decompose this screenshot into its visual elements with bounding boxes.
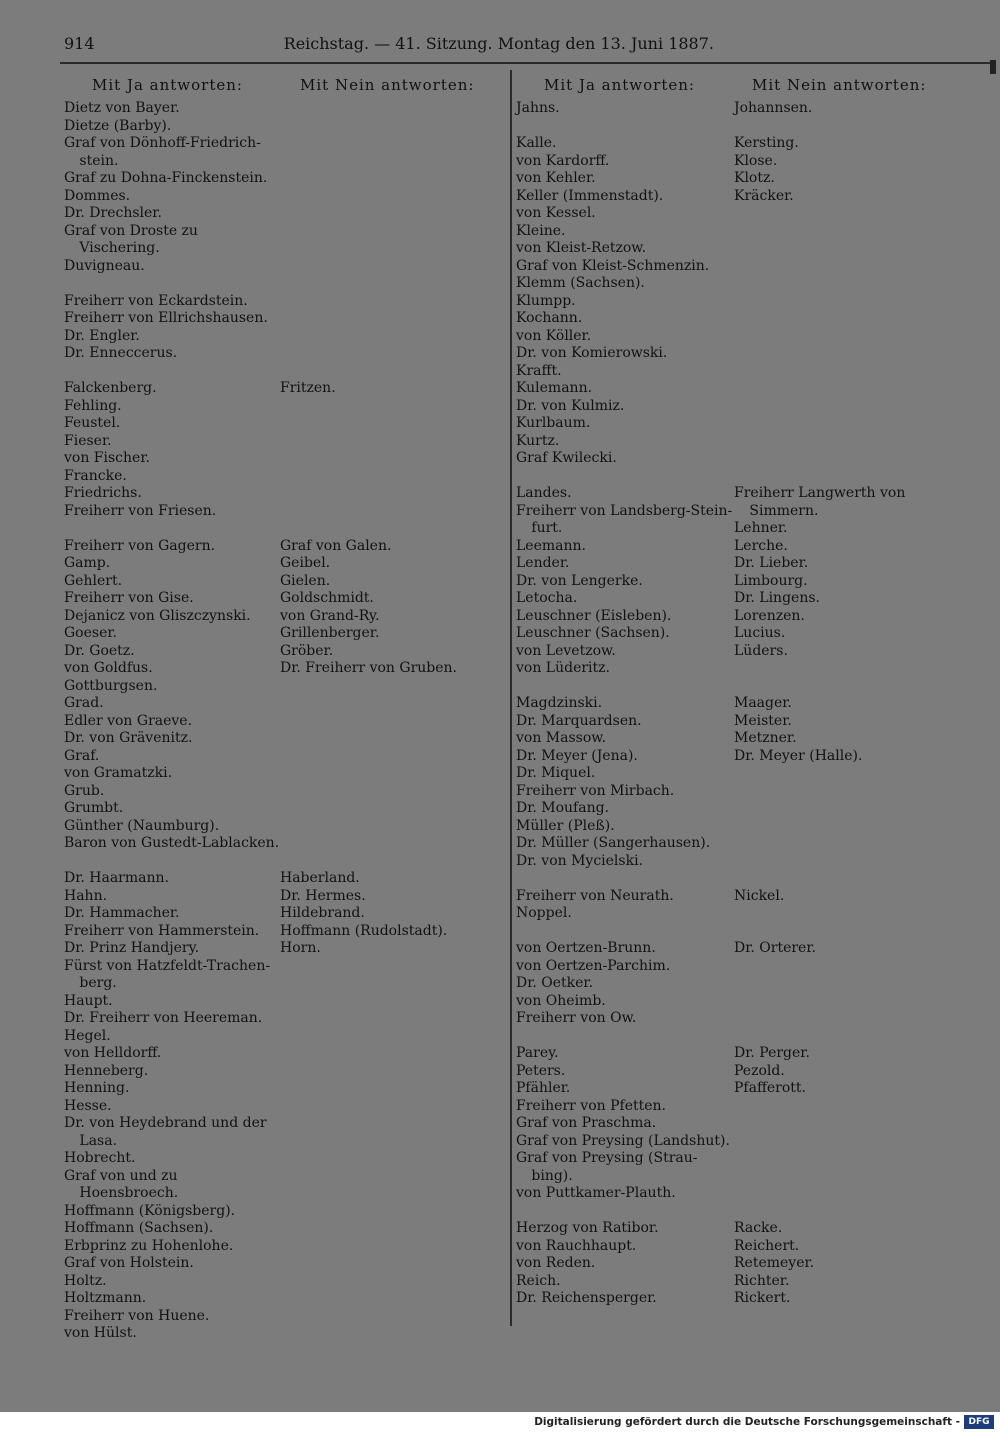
- ja-vote-entry: von Rauchhaupt.: [516, 1237, 637, 1254]
- nein-column: [280, 870, 502, 1343]
- letter-group: [516, 695, 964, 870]
- letter-group: [64, 870, 504, 1343]
- ja-vote-entry: Dejanicz von Gliszczynski.: [64, 607, 251, 624]
- letter-group: [64, 100, 504, 275]
- edge-mark: [990, 60, 996, 74]
- nein-column: [734, 135, 956, 468]
- ja-vote-entry: Hobrecht.: [64, 1150, 136, 1166]
- ja-column: [64, 380, 280, 520]
- ja-vote-entry: Hegel.: [64, 1027, 111, 1044]
- letter-group: [516, 888, 964, 923]
- ja-vote-entry: Dr. Oetker.: [516, 975, 594, 991]
- ja-vote-entry: von Levetzow.: [516, 642, 616, 659]
- ja-column: [516, 1045, 734, 1203]
- ja-vote-entry: Grad.: [64, 695, 104, 711]
- ja-vote-entry: von Kessel.: [516, 205, 596, 221]
- nein-vote-entry: Kräcker.: [734, 187, 794, 204]
- ja-vote-entry: Graf Kwilecki.: [516, 450, 617, 466]
- ja-vote-entry: Peters.: [516, 1062, 566, 1079]
- ja-vote-entry: Reich.: [516, 1272, 561, 1289]
- nein-vote-entry: Nickel.: [734, 887, 785, 904]
- ja-vote-entry: Gamp.: [64, 555, 111, 571]
- ja-vote-entry: Magdzinski.: [516, 695, 603, 711]
- letter-group: [64, 293, 504, 363]
- nein-vote-entry: Fritzen.: [280, 380, 336, 396]
- nein-column: [734, 100, 956, 118]
- ja-vote-entry: Hoffmann (Sachsen).: [64, 1220, 214, 1236]
- nein-column: [280, 538, 502, 853]
- nein-vote-entry: Dr. Freiherr von Gruben.: [280, 660, 457, 676]
- nein-vote-entry: Racke.: [734, 1220, 783, 1236]
- ja-column: [64, 870, 280, 1343]
- nein-vote-entry: Hoffmann (Rudolstadt).: [280, 922, 448, 939]
- ja-vote-entry: Freiherr von Gagern.: [64, 537, 216, 554]
- ja-vote-entry: Graf von Preysing (Landshut).: [516, 1132, 730, 1149]
- ja-vote-entry: Kulemann.: [516, 380, 593, 396]
- ja-vote-entry: Dr. von Lengerke.: [516, 572, 643, 589]
- nein-column: [734, 695, 956, 870]
- ja-vote-entry: Hesse.: [64, 1097, 112, 1114]
- ja-vote-entry: Leuschner (Sachsen).: [516, 625, 670, 641]
- nein-column: [734, 485, 956, 678]
- dfg-logo-icon: DFG: [964, 1415, 994, 1429]
- ja-vote-entry: Dr. von Mycielski.: [516, 852, 644, 869]
- nein-vote-entry: Klose.: [734, 152, 778, 169]
- ja-vote-entry: Gehlert.: [64, 572, 123, 589]
- ja-vote-entry: Grub.: [64, 782, 105, 799]
- ja-vote-entry: Landes.: [516, 485, 572, 501]
- ja-column: [516, 888, 734, 923]
- ja-vote-entry: Gottburgsen.: [64, 677, 158, 694]
- nein-vote-entry: Meister.: [734, 712, 792, 729]
- ja-vote-entry: Graf zu Dohna-Finckenstein.: [64, 170, 268, 186]
- ja-column: [516, 485, 734, 678]
- ja-vote-entry: Freiherr von Friesen.: [64, 502, 217, 519]
- ja-vote-entry: Haupt.: [64, 992, 113, 1009]
- ja-vote-entry: Dr. Engler.: [64, 327, 140, 344]
- ja-vote-entry: Dr. Drechsler.: [64, 205, 162, 221]
- letter-group: [516, 940, 964, 1028]
- ja-vote-entry: Graf von Kleist-Schmenzin.: [516, 257, 710, 274]
- nein-vote-entry: Lucius.: [734, 625, 786, 641]
- ja-vote-entry: Pfähler.: [516, 1080, 571, 1096]
- ja-vote-entry: Letocha.: [516, 590, 578, 606]
- ja-vote-entry: von Hülst.: [64, 1325, 137, 1341]
- ja-vote-entry: von Oheimb.: [516, 992, 606, 1009]
- ja-vote-entry: Fürst von Hatzfeldt-Trachen-berg.: [64, 957, 271, 991]
- ja-vote-entry: Leuschner (Eisleben).: [516, 607, 672, 624]
- nein-vote-entry: Klotz.: [734, 170, 775, 186]
- digitization-footer: [0, 1412, 1000, 1432]
- ja-column: [64, 538, 280, 853]
- letter-group: [64, 538, 504, 853]
- ja-vote-entry: Dommes.: [64, 187, 131, 204]
- nein-vote-entry: Maager.: [734, 695, 792, 711]
- ja-vote-entry: Günther (Naumburg).: [64, 817, 220, 834]
- ja-vote-entry: Graf von Droste zu Vischering.: [64, 222, 198, 256]
- ja-vote-entry: von Oertzen-Brunn.: [516, 940, 656, 956]
- ja-vote-entry: Holtz.: [64, 1272, 107, 1289]
- heading-ja: Mit Ja antworten:: [544, 76, 695, 94]
- ja-vote-entry: Kurlbaum.: [516, 415, 591, 431]
- nein-vote-entry: Geibel.: [280, 555, 331, 571]
- nein-vote-entry: Lüders.: [734, 642, 788, 659]
- ja-vote-entry: von Reden.: [516, 1255, 596, 1271]
- ja-vote-entry: von Kehler.: [516, 170, 596, 186]
- nein-column: [734, 1045, 956, 1203]
- ja-vote-entry: Duvigneau.: [64, 257, 145, 274]
- ja-vote-entry: von Kardorff.: [516, 152, 610, 169]
- header-rule: [60, 62, 992, 64]
- ja-vote-entry: Dietz von Bayer.: [64, 100, 180, 116]
- ja-vote-entry: Freiherr von Pfetten.: [516, 1097, 667, 1114]
- ja-vote-entry: Freiherr von Landsberg-Stein-furt.: [516, 502, 733, 536]
- ja-vote-entry: von Puttkamer-Plauth.: [516, 1185, 676, 1201]
- ja-vote-entry: Parey.: [516, 1045, 559, 1061]
- ja-vote-entry: Freiherr von Ellrichshausen.: [64, 310, 268, 326]
- ja-column: [516, 1220, 734, 1308]
- ja-vote-entry: Feustel.: [64, 415, 121, 431]
- heading-nein: Mit Nein antworten:: [300, 76, 475, 94]
- ja-vote-entry: Dr. Reichensperger.: [516, 1290, 657, 1306]
- nein-vote-entry: Freiherr Langwerth von Simmern.: [734, 485, 906, 519]
- ja-vote-entry: Hahn.: [64, 887, 108, 904]
- nein-vote-entry: Kersting.: [734, 135, 799, 151]
- nein-vote-entry: Grillenberger.: [280, 625, 380, 641]
- ja-vote-entry: Graf von Dönhoff-Friedrich-stein.: [64, 135, 261, 169]
- nein-column: [734, 888, 956, 923]
- letter-group: [516, 135, 964, 468]
- nein-vote-entry: Dr. Lingens.: [734, 590, 820, 606]
- page-number: 914: [64, 34, 95, 53]
- ja-vote-entry: Dr. Miquel.: [516, 765, 596, 781]
- ja-vote-entry: Dr. von Kulmiz.: [516, 397, 625, 414]
- ja-vote-entry: von Massow.: [516, 730, 607, 746]
- ja-vote-entry: Dr. Goetz.: [64, 642, 135, 659]
- nein-vote-entry: Pfafferott.: [734, 1080, 807, 1096]
- ja-vote-entry: Graf von Preysing (Strau-bing).: [516, 1150, 698, 1184]
- nein-vote-entry: Metzner.: [734, 730, 797, 746]
- nein-vote-entry: Rickert.: [734, 1290, 791, 1306]
- nein-column: [280, 100, 502, 275]
- nein-vote-entry: Limbourg.: [734, 572, 808, 589]
- ja-vote-entry: Graf.: [64, 747, 100, 764]
- ja-vote-entry: Dr. Moufang.: [516, 800, 610, 816]
- ja-column: [516, 135, 734, 468]
- ja-vote-entry: Dr. von Grävenitz.: [64, 730, 193, 746]
- ja-vote-entry: Jahns.: [516, 100, 560, 116]
- ja-vote-entry: Kalle.: [516, 135, 557, 151]
- ja-vote-entry: Henneberg.: [64, 1062, 149, 1079]
- ja-vote-entry: Grumbt.: [64, 800, 124, 816]
- nein-vote-entry: Dr. Perger.: [734, 1045, 810, 1061]
- ja-vote-entry: Dr. Meyer (Jena).: [516, 747, 638, 764]
- ja-vote-entry: Francke.: [64, 467, 127, 484]
- ja-vote-entry: von Köller.: [516, 327, 592, 344]
- nein-vote-entry: Dr. Orterer.: [734, 940, 816, 956]
- ja-column: [516, 695, 734, 870]
- letter-group: [516, 100, 964, 118]
- ja-vote-entry: Freiherr von Gise.: [64, 590, 194, 606]
- ja-vote-entry: Fieser.: [64, 432, 112, 449]
- ja-vote-entry: Herzog von Ratibor.: [516, 1220, 659, 1236]
- nein-column: [280, 293, 502, 363]
- left-half-columns: [64, 74, 504, 1360]
- nein-vote-entry: Johannsen.: [734, 100, 813, 116]
- ja-vote-entry: Kochann.: [516, 310, 583, 326]
- running-title: Reichstag. — 41. Sitzung. Montag den 13. Juni 1887.: [283, 34, 714, 53]
- nein-vote-entry: Lerche.: [734, 537, 788, 554]
- nein-vote-entry: Graf von Galen.: [280, 537, 392, 554]
- ja-vote-entry: von Goldfus.: [64, 660, 153, 676]
- ja-vote-entry: Lender.: [516, 555, 570, 571]
- ja-vote-entry: Dr. Müller (Sangerhausen).: [516, 835, 711, 851]
- nein-vote-entry: Lorenzen.: [734, 607, 805, 624]
- nein-vote-entry: Lehner.: [734, 520, 788, 536]
- nein-vote-entry: Retemeyer.: [734, 1255, 815, 1271]
- ja-vote-entry: von Lüderitz.: [516, 660, 610, 676]
- ja-vote-entry: Freiherr von Eckardstein.: [64, 292, 248, 309]
- ja-vote-entry: Dr. Marquardsen.: [516, 712, 642, 729]
- right-half-columns: [516, 74, 964, 1325]
- ja-vote-entry: Freiherr von Huene.: [64, 1307, 210, 1324]
- column-headings-right: [516, 74, 964, 100]
- ja-vote-entry: Freiherr von Hammerstein.: [64, 922, 260, 939]
- nein-vote-entry: Gielen.: [280, 572, 331, 589]
- nein-column: [280, 380, 502, 520]
- ja-vote-entry: Dr. Hammacher.: [64, 905, 180, 921]
- letter-group: [516, 485, 964, 678]
- ja-vote-entry: Müller (Pleß).: [516, 817, 615, 834]
- heading-nein: Mit Nein antworten:: [752, 76, 927, 94]
- nein-column: [734, 940, 956, 1028]
- ja-vote-entry: Friedrichs.: [64, 485, 142, 501]
- ja-vote-entry: Holtzmann.: [64, 1290, 147, 1306]
- ja-vote-entry: Dr. Prinz Handjery.: [64, 940, 200, 956]
- ja-vote-entry: Keller (Immenstadt).: [516, 187, 664, 204]
- nein-vote-entry: von Grand-Ry.: [280, 607, 380, 624]
- ja-vote-entry: Graf von Praschma.: [516, 1115, 657, 1131]
- footer-credit: Digitalisierung gefördert durch die Deutsche Forschungsgemeinschaft -: [534, 1416, 960, 1428]
- nein-vote-entry: Pezold.: [734, 1062, 785, 1079]
- nein-vote-entry: Reichert.: [734, 1237, 800, 1254]
- nein-vote-entry: Goldschmidt.: [280, 590, 374, 606]
- ja-vote-entry: Erbprinz zu Hohenlohe.: [64, 1237, 234, 1254]
- column-divider: [510, 70, 512, 1326]
- ja-vote-entry: Kurtz.: [516, 432, 560, 449]
- nein-vote-entry: Dr. Lieber.: [734, 555, 809, 571]
- ja-vote-entry: Freiherr von Neurath.: [516, 887, 674, 904]
- ja-vote-entry: Goeser.: [64, 625, 117, 641]
- ja-vote-entry: von Gramatzki.: [64, 765, 173, 781]
- ja-vote-entry: Noppel.: [516, 905, 572, 921]
- ja-vote-entry: Kleine.: [516, 222, 566, 239]
- ja-vote-entry: Dr. von Heydebrand und der Lasa.: [64, 1115, 267, 1149]
- nein-vote-entry: Richter.: [734, 1272, 790, 1289]
- letter-group: [64, 380, 504, 520]
- column-headings-left: [64, 74, 504, 100]
- ja-vote-entry: Dr. von Komierowski.: [516, 345, 668, 361]
- heading-ja: Mit Ja antworten:: [92, 76, 243, 94]
- ja-vote-entry: Klumpp.: [516, 292, 576, 309]
- ja-vote-entry: Hoffmann (Königsberg).: [64, 1202, 236, 1219]
- nein-vote-entry: Hildebrand.: [280, 905, 365, 921]
- ja-vote-entry: Dr. Haarmann.: [64, 870, 169, 886]
- ja-vote-entry: Dietze (Barby).: [64, 117, 172, 134]
- nein-vote-entry: Dr. Hermes.: [280, 887, 366, 904]
- ja-vote-entry: Leemann.: [516, 537, 586, 554]
- nein-vote-entry: Dr. Meyer (Halle).: [734, 747, 863, 764]
- letter-group: [516, 1045, 964, 1203]
- ja-vote-entry: von Fischer.: [64, 450, 150, 466]
- ja-vote-entry: Freiherr von Ow.: [516, 1010, 637, 1026]
- ja-vote-entry: Dr. Freiherr von Heereman.: [64, 1010, 263, 1026]
- letter-group: [516, 1220, 964, 1308]
- ja-column: [64, 100, 280, 275]
- ja-vote-entry: Freiherr von Mirbach.: [516, 782, 675, 799]
- ja-column: [516, 940, 734, 1028]
- ja-vote-entry: Dr. Enneccerus.: [64, 345, 178, 361]
- nein-vote-entry: Gröber.: [280, 642, 334, 659]
- page-header: [64, 32, 714, 56]
- ja-vote-entry: Henning.: [64, 1080, 130, 1096]
- ja-vote-entry: Edler von Graeve.: [64, 712, 193, 729]
- ja-vote-entry: von Oertzen-Parchim.: [516, 957, 671, 974]
- ja-vote-entry: Krafft.: [516, 362, 562, 379]
- ja-column: [516, 100, 734, 118]
- nein-column: [734, 1220, 956, 1308]
- ja-vote-entry: Falckenberg.: [64, 380, 157, 396]
- ja-vote-entry: von Helldorff.: [64, 1045, 162, 1061]
- ja-vote-entry: von Kleist-Retzow.: [516, 240, 647, 256]
- ja-vote-entry: Baron von Gustedt-Lablacken.: [64, 835, 280, 851]
- ja-vote-entry: Graf von und zu Hoensbroech.: [64, 1167, 179, 1201]
- ja-vote-entry: Fehling.: [64, 397, 122, 414]
- nein-vote-entry: Haberland.: [280, 870, 360, 886]
- ja-column: [64, 293, 280, 363]
- nein-vote-entry: Horn.: [280, 940, 321, 956]
- ja-vote-entry: Klemm (Sachsen).: [516, 275, 645, 291]
- ja-vote-entry: Graf von Holstein.: [64, 1255, 194, 1271]
